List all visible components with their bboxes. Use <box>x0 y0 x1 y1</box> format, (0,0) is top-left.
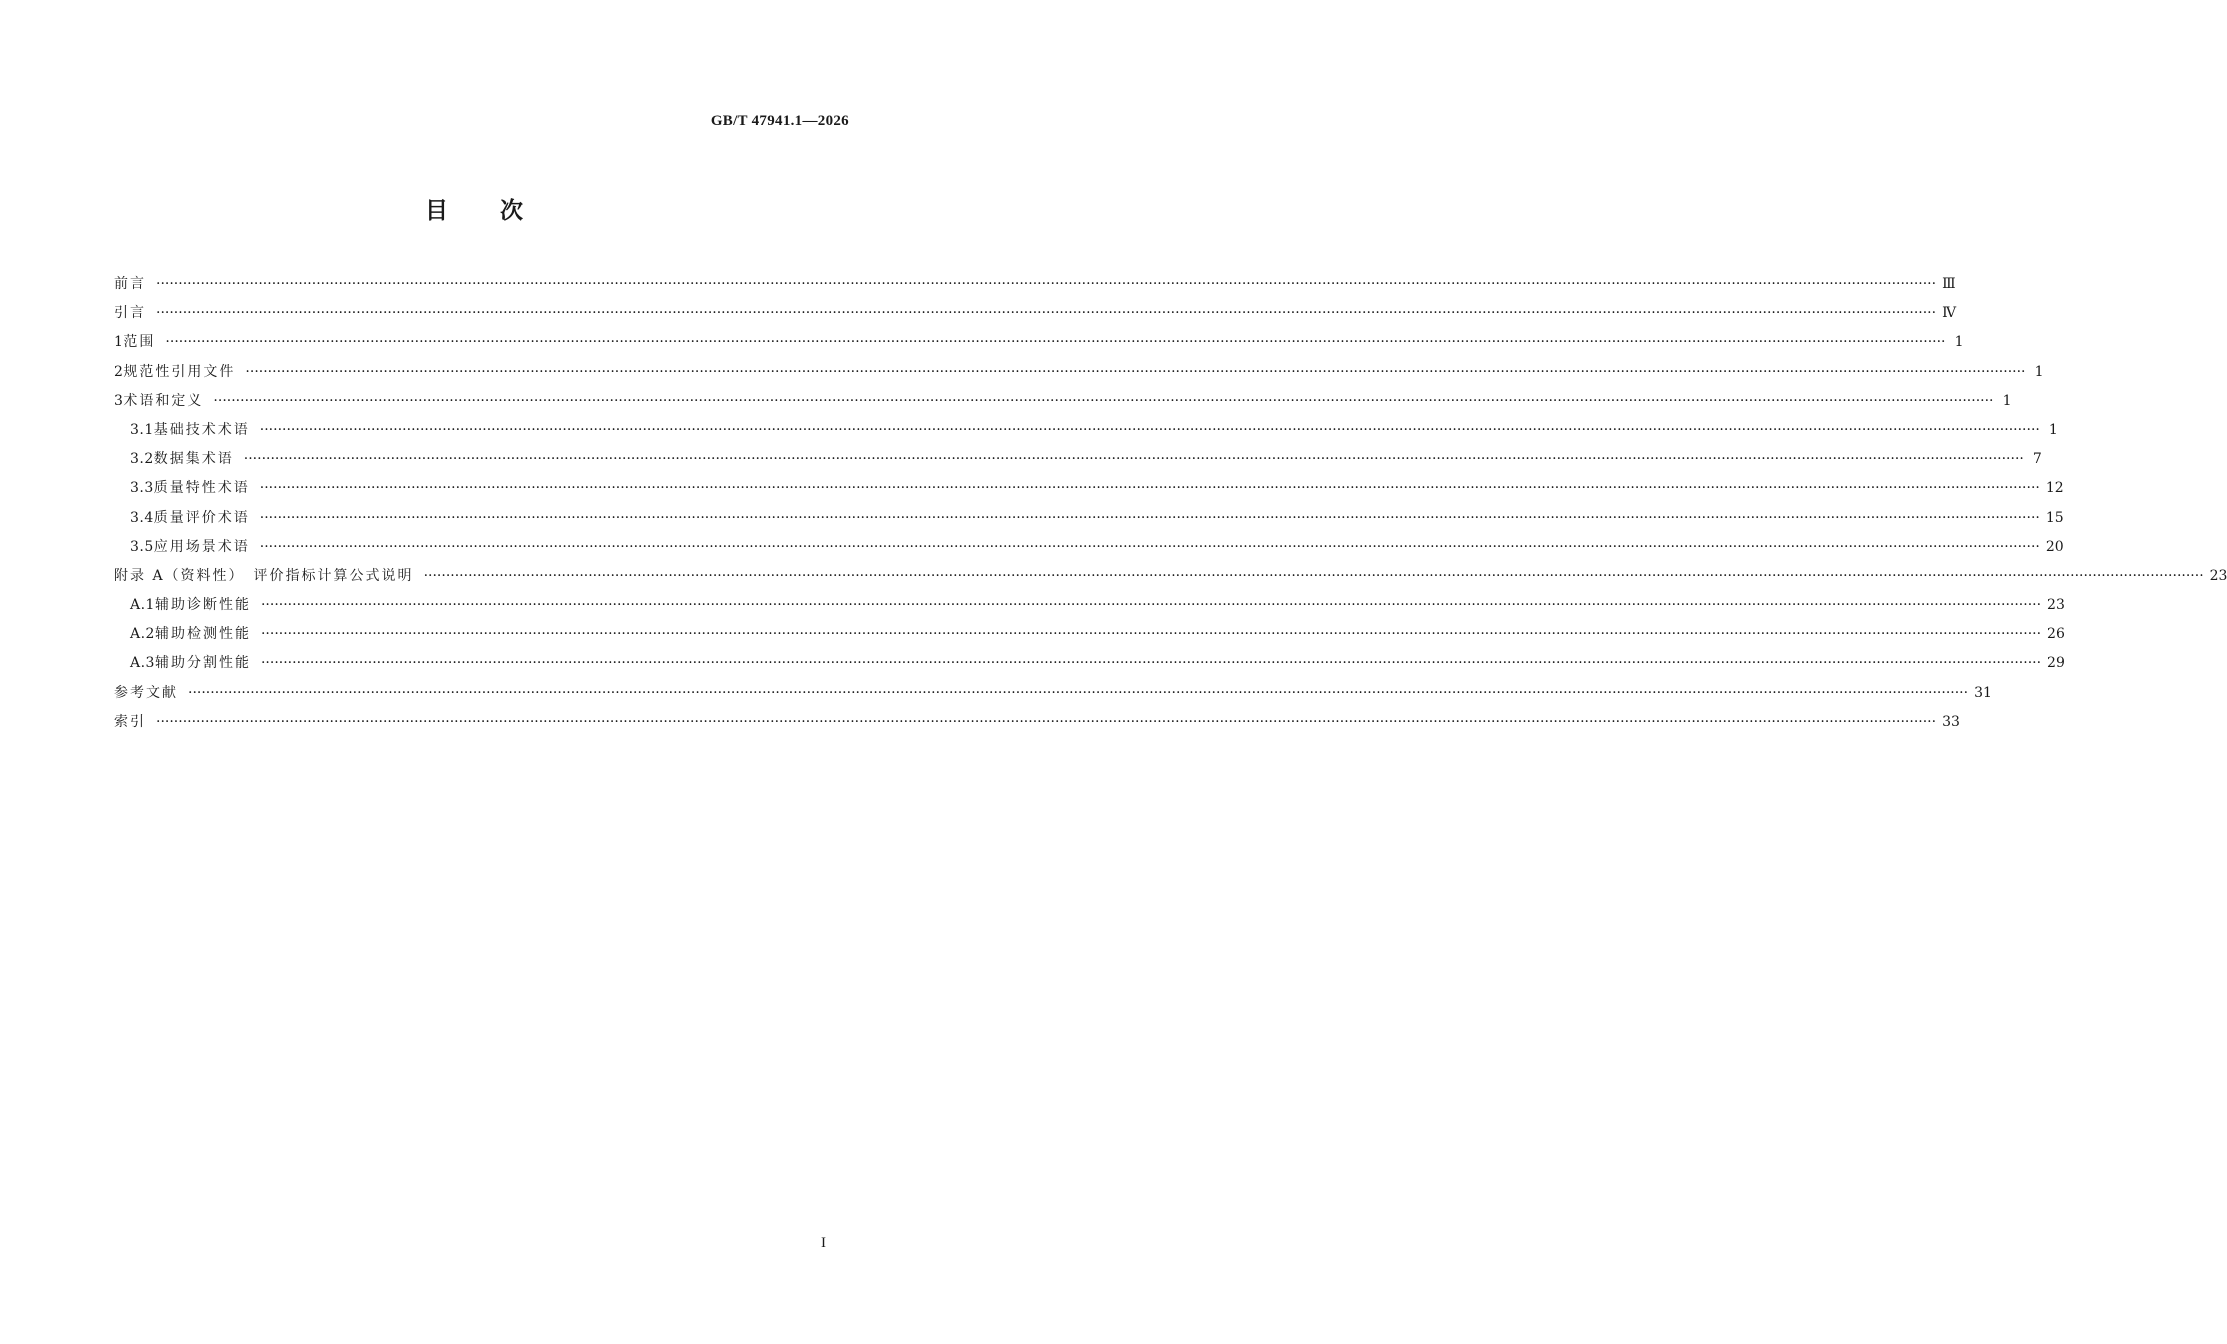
toc-entry-label: 辅助诊断性能 <box>154 597 251 614</box>
table-of-contents <box>114 270 2227 737</box>
toc-entry-3-1[interactable] <box>114 416 2058 445</box>
toc-entry-index[interactable] <box>114 708 1960 737</box>
toc-entry-page: 1 <box>2002 392 2012 409</box>
toc-entry-scope[interactable] <box>114 328 1964 357</box>
toc-leader-dots: ················································································································································································································································································································································································································ <box>259 421 2040 438</box>
toc-entry-page: 15 <box>2045 509 2064 526</box>
toc-entry-3-3[interactable] <box>114 474 2064 503</box>
toc-entry-3-4[interactable] <box>114 504 2064 533</box>
toc-entry-label: 基础技术术语 <box>153 421 250 438</box>
toc-leader-dots: ················································································································································································································································································································································································································ <box>243 451 2024 468</box>
toc-leader-dots: ················································································································································································································································································································································································································ <box>156 713 1937 730</box>
toc-leader-dots: ················································································································································································································································································································································································································ <box>260 655 2042 672</box>
toc-entry-label: 术语和定义 <box>123 392 204 409</box>
page-title: 目 次 <box>425 198 525 224</box>
toc-entry-label: 辅助分割性能 <box>154 655 251 672</box>
toc-leader-dots: ················································································································································································································································································································································································································ <box>259 480 2040 497</box>
toc-entry-page: 20 <box>2045 538 2064 555</box>
toc-entry-page: 31 <box>1974 684 1992 701</box>
toc-entry-page: Ⅲ <box>1942 276 1956 292</box>
toc-entry-annex-a[interactable] <box>114 562 2227 591</box>
toc-entry-label: 引言 <box>114 305 146 322</box>
toc-entry-page: 1 <box>2034 363 2044 380</box>
toc-entry-page: 23 <box>2209 567 2227 584</box>
toc-entry-introduction[interactable] <box>114 299 1957 328</box>
standard-code: GB/T 47941.1—2026 <box>710 113 849 129</box>
toc-entry-number: A.1 <box>130 597 155 614</box>
toc-entry-number: 1 <box>114 334 124 351</box>
toc-leader-dots: ················································································································································································································································································································································································································ <box>188 684 1969 701</box>
toc-leader-dots: ················································································································································································································································································································································································································ <box>156 276 1937 292</box>
toc-entry-label: 前言 <box>114 276 146 292</box>
page-number: I <box>821 1235 826 1251</box>
toc-entry-bibliography[interactable] <box>114 679 1992 708</box>
toc-leader-dots: ················································································································································································································································································································································································································ <box>245 363 2026 380</box>
toc-entry-a-3[interactable] <box>114 649 2065 678</box>
toc-entry-page: Ⅳ <box>1942 305 1957 322</box>
toc-leader-dots: ················································································································································································································································································································································································································ <box>259 538 2040 555</box>
toc-leader-dots: ················································································································································································································································································································································································································ <box>213 392 1994 409</box>
toc-entry-label: 数据集术语 <box>153 451 234 468</box>
toc-leader-dots: ················································································································································································································································································································································································································ <box>260 597 2042 614</box>
toc-entry-page: 1 <box>2048 421 2058 438</box>
toc-entry-3-5[interactable] <box>114 533 2064 562</box>
toc-entry-number: 3 <box>114 392 124 409</box>
toc-leader-dots: ················································································································································································································································································································································································································ <box>260 626 2042 643</box>
toc-entry-label: 范围 <box>123 334 156 351</box>
toc-entry-label: 辅助检测性能 <box>154 626 251 643</box>
toc-entry-page: 12 <box>2045 480 2064 497</box>
toc-leader-dots: ················································································································································································································································································································································································································ <box>156 305 1937 322</box>
toc-entry-a-2[interactable] <box>114 620 2065 649</box>
toc-entry-page: 29 <box>2047 655 2065 672</box>
toc-entry-terms-definitions[interactable] <box>114 387 2012 416</box>
toc-entry-page: 1 <box>1954 334 1964 351</box>
toc-entry-number: 3.4 <box>130 509 154 526</box>
toc-entry-page: 7 <box>2032 451 2042 468</box>
toc-entry-number: 3.2 <box>130 451 154 468</box>
toc-entry-label: 质量特性术语 <box>153 480 250 497</box>
toc-leader-dots: ················································································································································································································································································································································································································ <box>423 567 2204 584</box>
toc-entry-label: 参考文献 <box>114 684 178 701</box>
toc-entry-number: A.2 <box>130 626 155 643</box>
toc-entry-3-2[interactable] <box>114 445 2042 474</box>
toc-leader-dots: ················································································································································································································································································································································································································ <box>165 334 1946 351</box>
toc-entry-page: 33 <box>1942 713 1960 730</box>
toc-entry-normative-references[interactable] <box>114 358 2044 387</box>
toc-entry-label: 附录 A（资料性） 评价指标计算公式说明 <box>114 567 414 584</box>
toc-entry-label: 索引 <box>114 713 146 730</box>
toc-entry-number: 3.5 <box>130 538 154 555</box>
toc-entry-foreword[interactable] <box>114 270 1956 299</box>
toc-entry-number: 3.1 <box>130 421 154 438</box>
toc-entry-number: A.3 <box>130 655 155 672</box>
toc-entry-page: 23 <box>2047 597 2065 614</box>
toc-entry-page: 26 <box>2047 626 2065 643</box>
toc-entry-a-1[interactable] <box>114 591 2065 620</box>
toc-leader-dots: ················································································································································································································································································································································································································ <box>259 509 2040 526</box>
toc-entry-label: 规范性引用文件 <box>123 363 236 380</box>
toc-entry-label: 质量评价术语 <box>153 509 250 526</box>
toc-entry-number: 3.3 <box>130 480 154 497</box>
toc-entry-number: 2 <box>114 363 124 380</box>
toc-entry-label: 应用场景术语 <box>153 538 250 555</box>
